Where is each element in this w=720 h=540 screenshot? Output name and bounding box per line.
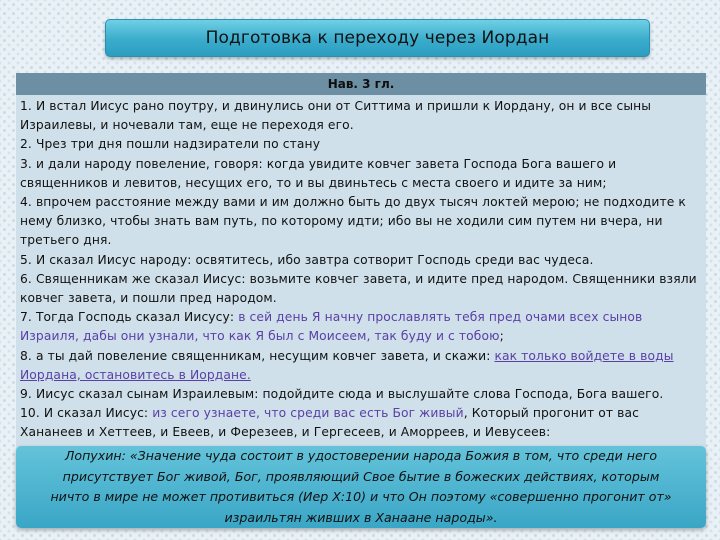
verse-8 xyxy=(20,349,674,382)
verse-8-highlight: как только войдете в воды Иордана, остановитесь в Иордане. xyxy=(20,348,674,382)
verse-7-end: ; xyxy=(499,329,504,344)
verse-list xyxy=(16,95,706,443)
verse-5: 5. И сказал Иисус народу: освятитесь, ибо завтра сотворит Господь среди вас чудеса. xyxy=(20,252,594,267)
verse-10-rest: , Который прогонит от вас Хананеев и Хеттеев, и Евеев, и Ферезеев, и Гергесеев, и Аморреев, и Иевусеев: xyxy=(20,406,639,440)
verse-10-highlight: из сего узнаете, что среди вас есть Бог живый xyxy=(152,406,464,421)
verse-3: 3. и дали народу повеление, говоря: когда увидите ковчег завета Господа Бога вашего и священников и левитов, несущих его, то и вы двиньтесь с места своего и идите за ним; xyxy=(20,156,617,190)
verse-6: 6. Священникам же сказал Иисус: возьмите ковчег завета, и идите пред народом. Священники взяли ковчег завета, и пошли пред народом. xyxy=(20,271,697,306)
chapter-header: Нав. 3 гл. xyxy=(16,73,706,95)
commentary-box xyxy=(16,446,706,528)
scripture-panel xyxy=(16,73,706,451)
verse-7-highlight: в сей день Я начну прославлять тебя пред очами всех сынов Израиля, дабы они узнали, что как Я был с Моисеем, так буду и с тобою xyxy=(20,310,643,344)
verse-10 xyxy=(20,406,639,439)
verse-7-intro: 7. Тогда Господь сказал Иисусу: xyxy=(20,310,239,325)
verse-1: 1. И встал Иисус рано поутру, и двинулись они от Ситтима и пришли к Иордану, он и все сыны Израилевы, и ночевали там, еще не переходя его. xyxy=(20,99,652,133)
commentary-text: Лопухин: «Значение чуда состоит в удостоверении народа Божия в том, что среди него присутствует Бог живой, Бог, проявляющий Свое бытие в божеских действиях, которым ничто в мире не может противиться (Иер X:10) и что Он поэтому «совершенно прогонит от» израильтян живших в Ханаане народы». xyxy=(50,448,672,525)
slide-title-bar xyxy=(105,19,650,57)
verse-4: 4. впрочем расстояние между вами и им должно быть до двух тысяч локтей мерою; не подходите к нему близко, чтобы знать вам путь, по которому идти; ибо вы не ходили сим путем ни вчера, ни третьего дня. xyxy=(20,195,686,248)
verse-2: 2. Чрез три дня пошли надзиратели по стану xyxy=(20,137,321,152)
verse-9: 9. Иисус сказал сынам Израилевым: подойдите сюда и выслушайте слова Господа, Бога вашего. xyxy=(20,387,664,402)
slide-title: Подготовка к переходу через Иордан xyxy=(205,28,550,48)
verse-8-intro: 8. а ты дай повеление священникам, несущим ковчег завета, и скажи: xyxy=(20,348,495,363)
verse-10-intro: 10. И сказал Иисус: xyxy=(20,406,153,421)
verse-7 xyxy=(20,310,642,343)
